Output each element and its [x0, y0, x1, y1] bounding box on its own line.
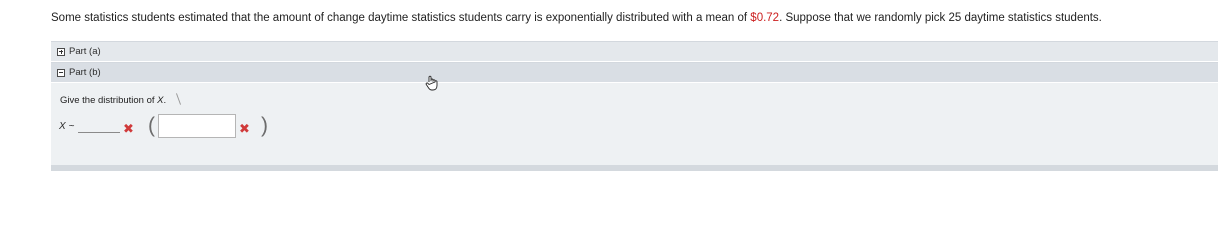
part-b-instruction [60, 95, 166, 106]
instruction-prefix: Give the distribution of [60, 95, 158, 106]
question-text-before: Some statistics students estimated that the amount of change daytime statistics students carry is exponentially distributed with a mean of [51, 12, 751, 24]
instruction-variable: X [157, 95, 164, 106]
random-variable-label: X ~ [59, 121, 75, 132]
part-b-header[interactable] [51, 62, 1218, 82]
collapse-minus-icon[interactable] [57, 69, 65, 77]
answer-row [58, 113, 298, 141]
part-b-footer [51, 165, 1218, 171]
close-parenthesis: ) [261, 114, 268, 137]
hand-pointer-icon [425, 75, 439, 91]
incorrect-icon: ✖ [123, 121, 134, 136]
question-text-after: . Suppose that we randomly pick 25 daytime statistics students. [779, 12, 1102, 24]
incorrect-icon: ✖ [239, 121, 250, 136]
open-parenthesis: ( [148, 114, 155, 137]
part-a-label[interactable]: Part (a) [69, 46, 101, 57]
part-b-label[interactable]: Part (b) [69, 67, 101, 78]
instruction-suffix: . [163, 95, 167, 106]
question-text [51, 11, 1102, 25]
parameter-input[interactable] [158, 114, 236, 138]
part-a-header[interactable] [51, 41, 1218, 61]
expand-plus-icon[interactable] [57, 48, 65, 56]
mean-value: $0.72 [750, 12, 780, 24]
distribution-blank[interactable] [78, 132, 120, 133]
